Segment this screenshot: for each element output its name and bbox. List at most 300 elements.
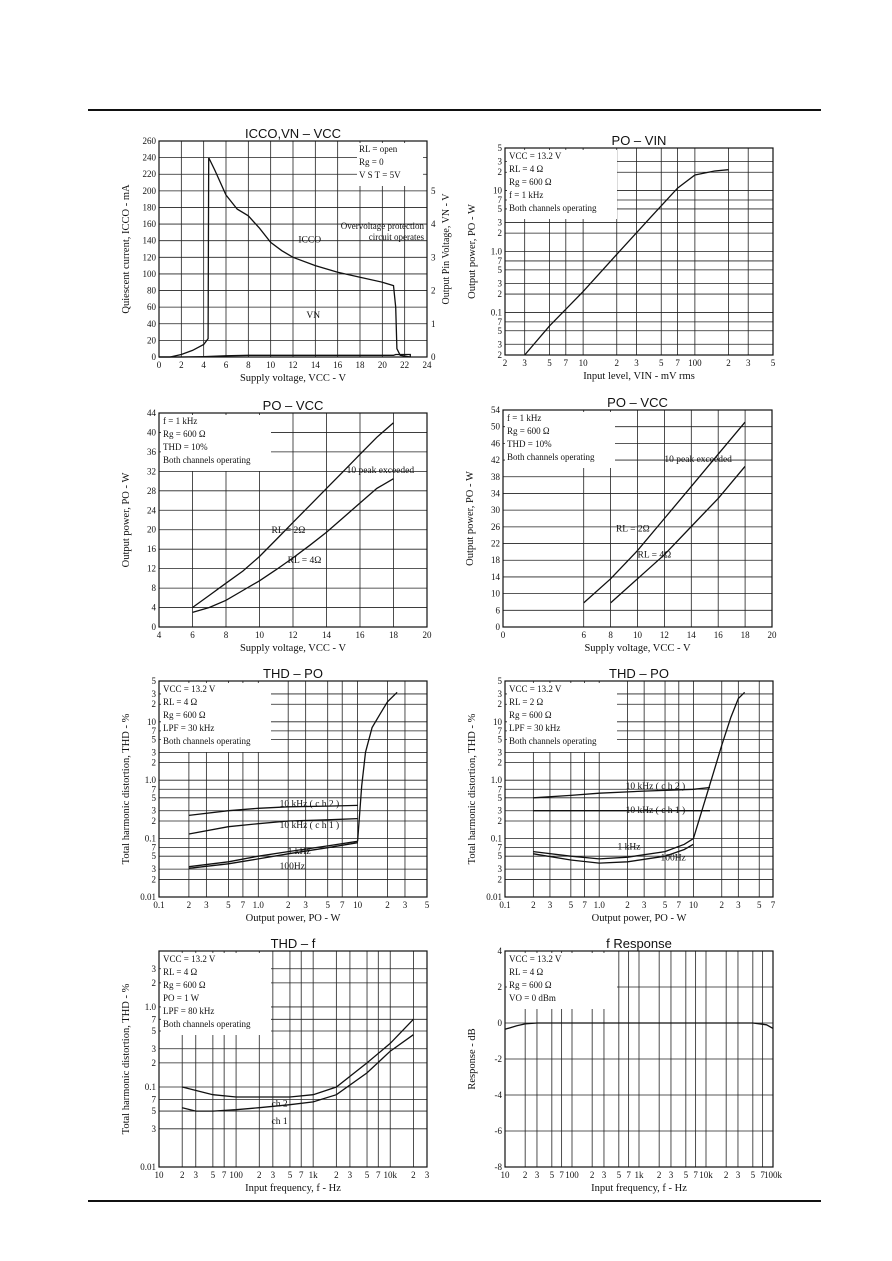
x-tick-label: 0.1 [153, 900, 165, 910]
condition-text: Rg = 600 Ω [509, 710, 552, 720]
x-tick-label: 18 [355, 360, 365, 370]
y-tick-label: 2 [497, 874, 502, 885]
chart-title: THD – PO [609, 666, 669, 681]
x-tick-label: 2 [502, 358, 508, 368]
chart-6 [467, 666, 776, 924]
y-axis-label: Output power, PO - W [121, 472, 132, 568]
y-tick-label: 0 [151, 352, 156, 362]
x-tick-label: 5 [364, 1170, 370, 1180]
chart-title: THD – f [270, 936, 316, 951]
condition-text: VO = 0 dBm [509, 993, 556, 1003]
x-tick-label: 7 [298, 1170, 304, 1180]
series-label: ICCO [298, 235, 322, 246]
y-tick-label: 3 [497, 156, 502, 167]
condition-text: V S T = 5V [359, 170, 401, 180]
series-label: RL = 4Ω [637, 550, 672, 561]
condition-text: Both channels operating [163, 1019, 251, 1029]
x-tick-label: 5 [325, 900, 330, 910]
y-tick-label: 2 [151, 874, 156, 885]
series-label: 100Hz [279, 861, 305, 872]
y-tick-label: 3 [151, 1123, 156, 1134]
y-tick-label: 24 [147, 505, 156, 516]
x-tick-label: 3 [601, 1170, 607, 1180]
condition-text: VCC = 13.2 V [163, 954, 216, 964]
series-label: ch 1 [271, 1116, 288, 1127]
x-axis-label: Input frequency, f - Hz [591, 1183, 687, 1194]
x-tick-label: 7 [339, 900, 345, 910]
x-tick-label: 10 [578, 358, 588, 368]
y-tick-label: 7 [151, 1014, 156, 1025]
x-tick-label: 0 [156, 360, 162, 370]
condition-text: THD = 10% [163, 442, 208, 452]
y-tick-label: 2 [151, 699, 156, 710]
y-tick-label: 4 [497, 946, 502, 956]
condition-text: Rg = 0 [359, 157, 384, 167]
x-tick-label: 5 [549, 1170, 555, 1180]
y-tick-label: 2 [497, 699, 502, 710]
y-tick-label: 7 [151, 842, 156, 853]
x-tick-label: 7 [676, 900, 682, 910]
y-tick-label: 3 [497, 805, 502, 816]
condition-text: Rg = 600 Ω [509, 177, 552, 187]
series-line-1-khz [189, 841, 358, 866]
x-tick-label: 10 [688, 900, 698, 910]
x-tick-label: 5 [662, 900, 668, 910]
y-tick-label: 1.0 [490, 775, 502, 786]
y-tick-label: 10 [491, 588, 500, 599]
y2-tick-label: 4 [431, 219, 436, 230]
x-tick-label: 3 [634, 358, 639, 368]
x-tick-label: 1.0 [252, 900, 264, 910]
condition-text: f = 1 kHz [507, 413, 542, 423]
y-tick-label: 5 [151, 792, 156, 803]
x-tick-label: 10 [633, 630, 642, 640]
x-tick-label: 2 [614, 358, 620, 368]
chart-5 [121, 666, 430, 924]
condition-text: f = 1 kHz [509, 190, 544, 200]
x-tick-label: 2 [723, 1170, 729, 1180]
x-tick-label: 7 [693, 1170, 698, 1180]
y-tick-label: 50 [491, 421, 500, 432]
y-tick-label: 8 [151, 583, 156, 594]
y-tick-label: 5 [497, 851, 502, 862]
y-tick-label: 10 [147, 716, 156, 727]
y2-tick-label: 3 [431, 252, 436, 263]
condition-text: RL = 4 Ω [509, 164, 544, 174]
x-tick-label: 3 [641, 900, 647, 910]
x-tick-label: 2 [625, 900, 630, 910]
x-tick-label: 7 [675, 358, 680, 368]
y-tick-label: 0 [151, 622, 156, 632]
condition-text: RL = 4 Ω [509, 967, 544, 977]
x-tick-label: 14 [310, 360, 320, 370]
x-tick-label: 2 [719, 900, 725, 910]
x-tick-label: 2 [385, 900, 390, 910]
x-tick-label: 5 [424, 900, 430, 910]
x-tick-label: 2 [726, 358, 731, 368]
y-tick-label: 180 [142, 202, 156, 213]
x-tick-label: 2 [589, 1170, 595, 1180]
y-tick-label: 2 [497, 289, 502, 300]
x-axis-label: Supply voltage, VCC - V [239, 373, 347, 384]
x-tick-label: 100 [229, 1170, 243, 1180]
chart-1 [121, 126, 452, 384]
series-label: ch 2 [271, 1099, 288, 1110]
y-tick-label: 5 [497, 203, 502, 214]
x-tick-label: 5 [756, 900, 762, 910]
y-tick-label: 2 [497, 757, 502, 768]
y-tick-label: 2 [497, 350, 502, 360]
y-tick-label: 46 [491, 438, 500, 449]
condition-text: Rg = 600 Ω [163, 710, 206, 720]
conditions [161, 953, 271, 1035]
chart-4 [465, 395, 777, 654]
series-label: 10 peak exceeded [664, 455, 732, 466]
y-tick-label: 3 [497, 864, 502, 875]
series-line-rl-4- [611, 466, 746, 603]
condition-text: LPF = 30 kHz [163, 723, 215, 733]
series-line-100hz [189, 843, 358, 869]
x-axis-label: Output power, PO - W [245, 913, 341, 924]
condition-text: VCC = 13.2 V [509, 684, 562, 694]
x-tick-label: 0 [500, 630, 506, 640]
x-axis-label: Input frequency, f - Hz [245, 1183, 341, 1194]
chart-2 [467, 133, 776, 382]
conditions [161, 683, 271, 752]
y-tick-label: 60 [147, 302, 156, 313]
y2-axis-label: Output Pin Voltage, VN - V [441, 193, 452, 305]
y-tick-label: 120 [142, 252, 156, 263]
y-tick-label: 7 [497, 842, 502, 853]
x-tick-label: 10 [255, 630, 264, 640]
x-tick-label: 16 [713, 630, 723, 640]
y-tick-label: 4 [151, 602, 156, 613]
y-tick-label: 10 [493, 716, 502, 727]
y-tick-label: 0.01 [140, 892, 156, 902]
y-tick-label: 2 [151, 757, 156, 768]
x-tick-label: 7 [626, 1170, 631, 1180]
condition-text: RL = 4 Ω [163, 697, 198, 707]
y-tick-label: 5 [497, 734, 502, 745]
y-tick-label: -4 [494, 1090, 502, 1100]
x-tick-label: 5 [210, 1170, 216, 1180]
x-tick-label: 7 [240, 900, 246, 910]
x-tick-label: 18 [389, 630, 398, 640]
condition-text: VCC = 13.2 V [509, 954, 562, 964]
y-tick-label: 1.0 [144, 1001, 156, 1012]
y-tick-label: 20 [147, 524, 156, 535]
y2-tick-label: 2 [431, 285, 436, 296]
x-tick-label: 1k [308, 1170, 318, 1180]
y-tick-label: 30 [491, 505, 500, 516]
conditions [505, 412, 615, 468]
series-label: 100Hz [660, 853, 686, 864]
y-tick-label: 7 [151, 784, 156, 795]
x-tick-label: 6 [190, 630, 195, 640]
series-label: RL = 4Ω [287, 555, 322, 566]
y-tick-label: 18 [491, 555, 500, 566]
y-tick-label: 0 [497, 1018, 502, 1028]
y-tick-label: 160 [142, 219, 156, 230]
condition-text: Rg = 600 Ω [509, 980, 552, 990]
y-tick-label: 3 [151, 805, 156, 816]
y-tick-label: 5 [151, 734, 156, 745]
y-tick-label: 3 [151, 747, 156, 758]
y-tick-label: 14 [491, 571, 500, 582]
y-tick-label: 28 [147, 485, 156, 496]
x-tick-label: 7 [760, 1170, 765, 1180]
x-tick-label: 5 [658, 358, 664, 368]
y-axis-label: Total harmonic distortion, THD - % [121, 713, 132, 865]
chart-title: ICCO,VN – VCC [244, 126, 342, 141]
condition-text: f = 1 kHz [163, 416, 198, 426]
condition-text: VCC = 13.2 V [509, 151, 562, 161]
condition-text: THD = 10% [507, 439, 552, 449]
x-tick-label: 20 [422, 630, 432, 640]
x-tick-label: 8 [223, 630, 229, 640]
series-label: RL = 2Ω [271, 525, 306, 536]
condition-text: PO = 1 W [163, 993, 200, 1003]
y-tick-label: 0.1 [490, 307, 502, 318]
x-tick-label: 5 [770, 358, 776, 368]
series-label: RL = 2Ω [615, 524, 650, 535]
y-tick-label: 0.01 [486, 892, 502, 902]
chart-title: PO – VCC [262, 398, 324, 413]
chart-title: f Response [606, 936, 672, 951]
x-tick-label: 1k [634, 1170, 644, 1180]
y-tick-label: 240 [142, 152, 156, 163]
x-tick-label: 5 [750, 1170, 756, 1180]
y-tick-label: 200 [142, 185, 156, 196]
x-axis-label: Supply voltage, VCC - V [239, 643, 347, 654]
chart-3 [121, 398, 432, 654]
x-tick-label: 16 [333, 360, 343, 370]
x-tick-label: 4 [201, 360, 206, 370]
x-tick-label: 3 [534, 1170, 540, 1180]
x-tick-label: 10 [154, 1170, 164, 1180]
x-tick-label: 20 [377, 360, 387, 370]
y-axis-label: Total harmonic distortion, THD - % [121, 983, 132, 1135]
chart-8 [467, 936, 783, 1194]
x-tick-label: 5 [683, 1170, 689, 1180]
y-tick-label: 10 [493, 185, 502, 196]
y-tick-label: 26 [491, 521, 500, 532]
y-tick-label: 22 [491, 538, 500, 549]
x-tick-label: 24 [422, 360, 432, 370]
x-tick-label: 5 [616, 1170, 622, 1180]
y-tick-label: 5 [151, 1026, 156, 1037]
x-tick-label: 4 [156, 630, 162, 640]
x-tick-label: 2 [334, 1170, 339, 1180]
y-tick-label: 5 [497, 792, 502, 803]
annotation-text: circuit operates [368, 232, 424, 242]
x-tick-label: 10k [383, 1170, 397, 1180]
condition-text: Both channels operating [163, 736, 251, 746]
x-tick-label: 7 [221, 1170, 227, 1180]
y-tick-label: 0.1 [144, 1081, 156, 1092]
y-tick-label: 2 [497, 228, 502, 239]
x-tick-label: 2 [179, 360, 184, 370]
condition-text: VCC = 13.2 V [163, 684, 216, 694]
y-tick-label: 5 [151, 851, 156, 862]
x-tick-label: 8 [608, 630, 613, 640]
x-tick-label: 3 [735, 1170, 741, 1180]
y-tick-label: 54 [491, 405, 500, 415]
series-label: VN [306, 311, 321, 322]
y-tick-label: 3 [497, 339, 502, 350]
x-tick-label: 7 [376, 1170, 381, 1180]
condition-text: LPF = 80 kHz [163, 1006, 215, 1016]
x-tick-label: 12 [288, 360, 298, 370]
y-tick-label: 5 [497, 264, 502, 275]
y-tick-label: 3 [497, 688, 502, 699]
y-tick-label: 2 [151, 1057, 156, 1068]
x-tick-label: 3 [347, 1170, 353, 1180]
y-tick-label: 5 [497, 325, 502, 336]
y-tick-label: 0 [495, 622, 500, 632]
chart-title: PO – VIN [611, 133, 667, 148]
x-tick-label: 14 [686, 630, 696, 640]
y-tick-label: 32 [147, 466, 156, 477]
x-tick-label: 3 [270, 1170, 276, 1180]
y-tick-label: 1.0 [490, 246, 502, 257]
y-tick-label: 3 [497, 217, 502, 228]
x-tick-label: 2 [531, 900, 536, 910]
condition-text: LPF = 30 kHz [509, 723, 561, 733]
y-tick-label: -2 [494, 1054, 502, 1064]
x-tick-label: 2 [186, 900, 192, 910]
chart-title: THD – PO [263, 666, 323, 681]
condition-text: Both channels operating [509, 203, 597, 213]
condition-text: Both channels operating [509, 736, 597, 746]
y-tick-label: 5 [151, 676, 156, 686]
x-tick-label: 10k [699, 1170, 713, 1180]
x-tick-label: 5 [226, 900, 231, 910]
y-axis-label: Output power, PO - W [465, 471, 476, 566]
y-tick-label: 12 [147, 563, 156, 574]
x-tick-label: 20 [767, 630, 777, 640]
x-tick-label: 2 [257, 1170, 262, 1180]
y-tick-label: 140 [142, 235, 156, 246]
series-label: 1 kHz [617, 842, 641, 853]
y-tick-label: 100 [142, 268, 156, 279]
condition-text: Both channels operating [163, 455, 251, 465]
x-tick-label: 100 [688, 358, 702, 368]
y-tick-label: 7 [497, 255, 502, 266]
y-tick-label: 3 [151, 688, 156, 699]
x-tick-label: 3 [424, 1170, 430, 1180]
series-label: 10 kHz ( c h 1 ) [625, 805, 686, 816]
y-tick-label: 34 [491, 488, 500, 499]
x-tick-label: 3 [736, 900, 741, 910]
y-tick-label: 5 [497, 143, 502, 153]
y-tick-label: -8 [494, 1162, 502, 1172]
x-tick-label: 6 [223, 360, 229, 370]
x-tick-label: 3 [547, 900, 553, 910]
x-tick-label: 5 [568, 900, 574, 910]
x-axis-label: Input level, VIN - mV rms [583, 371, 695, 382]
y-tick-label: 2 [151, 977, 156, 988]
series-label: 10 peak exceeded [346, 465, 415, 476]
conditions [507, 953, 617, 1009]
y-tick-label: 36 [147, 446, 156, 457]
y-tick-label: 0.01 [140, 1162, 156, 1172]
y-tick-label: 42 [491, 455, 500, 466]
x-tick-label: 7 [582, 900, 587, 910]
x-tick-label: 7 [563, 358, 569, 368]
x-tick-label: 3 [193, 1170, 199, 1180]
conditions [357, 143, 423, 186]
x-tick-label: 5 [547, 358, 552, 368]
x-tick-label: 6 [581, 630, 586, 640]
x-tick-label: 0.1 [499, 900, 511, 910]
annotation-text: Overvoltage protection [340, 221, 424, 231]
x-tick-label: 1.0 [593, 900, 605, 910]
condition-text: Rg = 600 Ω [507, 426, 550, 436]
y-tick-label: 6 [495, 605, 500, 616]
y-tick-label: 7 [151, 725, 156, 736]
x-tick-label: 12 [288, 630, 298, 640]
x-tick-label: 5 [287, 1170, 293, 1180]
y-axis-label: Response - dB [467, 1028, 478, 1090]
x-tick-label: 10 [500, 1170, 510, 1180]
x-axis-label: Output power, PO - W [591, 913, 687, 924]
y-axis-label: Quiescent current, ICCO - mA [121, 184, 132, 314]
condition-text: RL = 4 Ω [163, 967, 198, 977]
x-axis-label: Supply voltage, VCC - V [584, 643, 691, 654]
x-tick-label: 100k [764, 1170, 782, 1180]
x-tick-label: 18 [740, 630, 750, 640]
series-line-clip [358, 692, 398, 841]
y-tick-label: 7 [151, 1094, 156, 1105]
x-tick-label: 7 [559, 1170, 564, 1180]
y-tick-label: 5 [497, 676, 502, 686]
series-line-clip [693, 692, 744, 838]
y-tick-label: 2 [151, 816, 156, 827]
y-tick-label: 3 [497, 747, 502, 758]
y-tick-label: 3 [151, 864, 156, 875]
x-tick-label: 10 [353, 900, 363, 910]
conditions [507, 150, 617, 219]
x-tick-label: 3 [522, 358, 527, 368]
y2-tick-label: 1 [431, 318, 436, 329]
series-label: 10 kHz ( c h 2 ) [279, 799, 340, 810]
y-tick-label: 44 [147, 408, 156, 418]
condition-text: RL = open [359, 144, 398, 154]
y-tick-label: 80 [147, 285, 156, 296]
y-tick-label: 0.1 [144, 833, 156, 844]
x-tick-label: 3 [303, 900, 308, 910]
y-tick-label: 16 [147, 544, 156, 555]
x-tick-label: 2 [656, 1170, 662, 1180]
y-tick-label: 3 [151, 963, 156, 974]
x-tick-label: 2 [522, 1170, 528, 1180]
y2-tick-label: 5 [431, 185, 436, 196]
x-tick-label: 3 [402, 900, 408, 910]
condition-text: Both channels operating [507, 452, 595, 462]
x-tick-label: 7 [770, 900, 776, 910]
conditions [161, 415, 271, 471]
x-tick-label: 12 [659, 630, 669, 640]
y-tick-label: 7 [497, 784, 502, 795]
y-tick-label: 0.1 [490, 833, 502, 844]
y-tick-label: 220 [142, 169, 156, 180]
condition-text: Rg = 600 Ω [163, 429, 206, 439]
y-tick-label: 7 [497, 195, 502, 206]
y-tick-label: 7 [497, 725, 502, 736]
x-tick-label: 3 [204, 900, 209, 910]
y-tick-label: 20 [147, 335, 156, 346]
